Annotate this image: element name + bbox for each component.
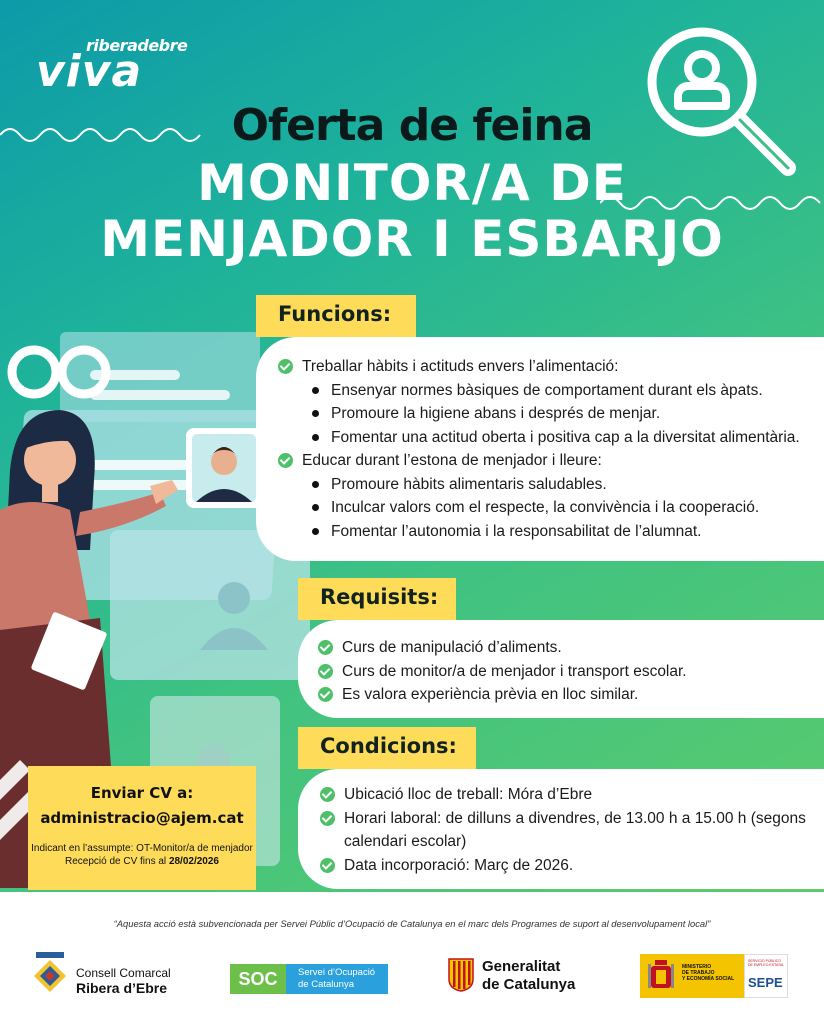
logo-main-text: viva	[36, 46, 143, 97]
title-job-line2: MENJADOR I ESBARJO	[100, 210, 724, 268]
logo-top-text: riberadebre	[86, 36, 188, 55]
check-icon	[318, 687, 333, 702]
list-item-text: calendari escolar)	[344, 833, 467, 850]
list-item	[320, 854, 824, 878]
list-item-continuation	[320, 830, 824, 854]
sepe-text: SEPE	[748, 975, 783, 990]
title-job-line1: MONITOR/A DE	[197, 154, 627, 212]
spain-coat-of-arms-icon	[646, 960, 676, 992]
list-item-text: Curs de monitor/a de menjador i transport escolar.	[342, 662, 687, 680]
list-item-text: Fomentar una actitud oberta i positiva cap a la diversitat alimentària.	[331, 428, 800, 446]
soc-badge: SOC	[230, 964, 286, 994]
condicions-heading: Condicions:	[320, 734, 457, 758]
consell-comarcal-emblem-icon	[30, 952, 70, 996]
list-item	[318, 636, 824, 660]
soc-line2: de Catalunya	[298, 979, 354, 990]
senyera-icon	[448, 958, 474, 992]
ministerio-text	[682, 964, 734, 982]
funcions-group-1-label: Treballar hàbits i actituds envers l’alimentació:	[302, 358, 619, 375]
ministerio-sepe-logo	[640, 954, 788, 998]
check-icon	[278, 359, 293, 374]
list-item	[278, 473, 824, 497]
funding-footnote: “Aquesta acció està subvencionada per Servei Públic d’Ocupació de Catalunya en el marc dels Programes de suport al desenvolupament local”	[113, 918, 711, 929]
send-cv-box	[28, 766, 256, 890]
soc-logo	[230, 964, 388, 994]
funcions-heading: Funcions:	[278, 302, 392, 326]
requisits-heading-tab	[298, 578, 456, 620]
sepe-small2: DE EMPLEO ESTATAL	[748, 963, 785, 967]
condicions-card	[298, 769, 824, 889]
list-item	[278, 496, 824, 520]
soc-line1: Servei d’Ocupació	[298, 967, 376, 978]
sepe-small1: SERVICIO PÚBLICO	[748, 959, 782, 963]
list-item-text: Promoure la higiene abans i després de menjar.	[331, 405, 661, 422]
list-item-text: Data incorporació: Març de 2026.	[344, 856, 574, 874]
list-item-text: Ubicació lloc de treball: Móra d’Ebre	[344, 786, 593, 803]
list-item-text: Inculcar valors com el respecte, la convivència i la cooperació.	[331, 499, 760, 516]
condicions-heading-tab	[298, 727, 476, 769]
list-item-text: Fomentar l’autonomia i la responsabilitat de l’alumnat.	[331, 522, 702, 540]
check-icon	[318, 640, 333, 655]
send-cv-title: Enviar CV a:	[90, 784, 194, 802]
gencat-line1: Generalitat	[482, 958, 561, 975]
send-cv-deadline	[28, 856, 256, 867]
bullet-icon	[312, 434, 319, 441]
list-item-text: Curs de manipulació d’aliments.	[342, 639, 562, 656]
requisits-heading: Requisits:	[320, 585, 439, 609]
consell-line1: Consell Comarcal	[76, 966, 171, 980]
list-item	[320, 807, 824, 831]
requisits-card	[298, 620, 824, 718]
list-item-text: Es valora experiència prèvia en lloc similar.	[342, 686, 639, 703]
funcions-card	[256, 337, 824, 561]
check-icon	[320, 787, 335, 802]
list-item	[318, 660, 824, 684]
sponsor-logos	[0, 950, 824, 1010]
list-item-text: Ensenyar normes bàsiques de comportament durant els àpats.	[331, 381, 763, 399]
list-item	[278, 520, 824, 544]
bullet-icon	[312, 528, 319, 535]
list-item	[278, 426, 824, 450]
bullet-icon	[312, 504, 319, 511]
list-item	[318, 683, 824, 707]
ministerio-line2: DE TRABAJO	[682, 970, 715, 976]
sepe-box	[744, 954, 788, 998]
list-item-text: Promoure hàbits alimentaris saludables.	[331, 475, 607, 493]
list-item	[320, 783, 824, 807]
send-cv-subject: Indicant en l’assumpte: OT-Monitor/a de menjador	[31, 843, 253, 854]
list-item-text: Horari laboral: de dilluns a divendres, de 13.00 h a 15.00 h (segons	[344, 809, 806, 827]
consell-line2: Ribera d’Ebre	[76, 980, 168, 996]
list-item	[278, 402, 824, 426]
ministerio-line1: MINISTERIO	[682, 964, 712, 970]
list-item	[278, 379, 824, 403]
riberadebre-viva-logo	[36, 36, 196, 97]
check-icon	[320, 858, 335, 873]
send-cv-email-link[interactable]: administracio@ajem.cat	[40, 809, 244, 827]
ministerio-line3: Y ECONOMÍA SOCIAL	[682, 976, 735, 982]
consell-comarcal-logo	[30, 950, 180, 1000]
check-icon	[278, 453, 293, 468]
check-icon	[318, 664, 333, 679]
funcions-group-1	[278, 355, 824, 379]
generalitat-logo	[448, 958, 588, 998]
funcions-heading-tab	[256, 295, 416, 337]
funcions-group-2-label: Educar durant l’estona de menjador i lleure:	[302, 452, 602, 469]
title-oferta-de-feina: Oferta de feina	[231, 100, 593, 151]
deadline-label: Recepció de CV fins al	[64, 856, 167, 867]
bullet-icon	[312, 481, 319, 488]
funcions-group-2	[278, 449, 824, 473]
check-icon	[320, 811, 335, 826]
deadline-date: 28/02/2026	[168, 856, 219, 867]
gencat-line2: de Catalunya	[482, 976, 576, 993]
bullet-icon	[312, 410, 319, 417]
bullet-icon	[312, 387, 319, 394]
